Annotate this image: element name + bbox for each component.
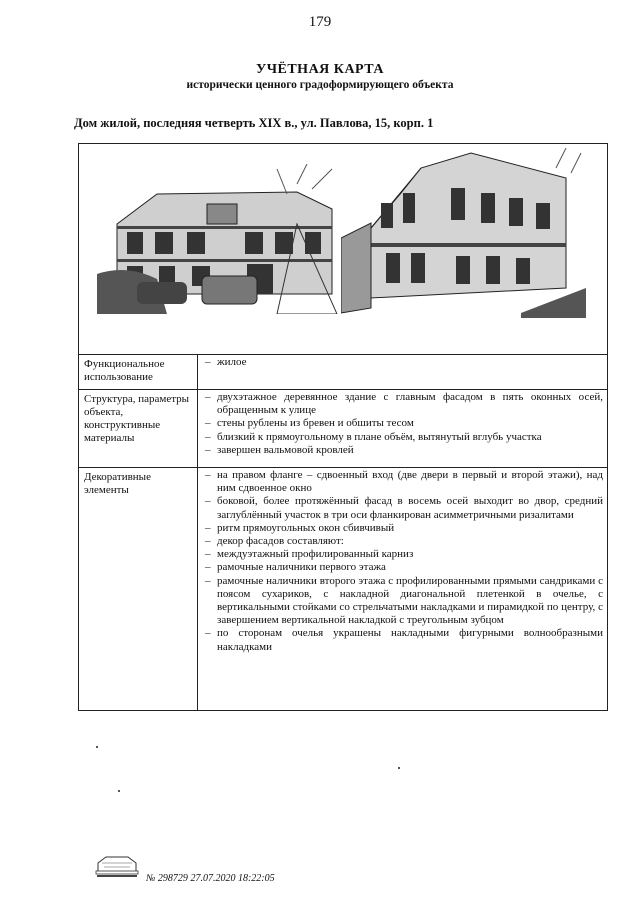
photo-row — [79, 144, 607, 355]
row-functional-use — [79, 354, 607, 390]
row-structure — [79, 389, 607, 468]
row-content — [203, 391, 603, 457]
card-title: УЧЁТНАЯ КАРТА — [255, 62, 385, 77]
column-divider — [197, 389, 198, 467]
list-item: – близкий к прямоугольному в плане объём, вытянутый вглубь участка — [203, 431, 603, 444]
list-item: – декор фасадов составляют: — [203, 535, 603, 548]
registration-card-table — [78, 143, 608, 711]
scan-speck — [118, 790, 120, 792]
row-content — [203, 469, 603, 654]
list-item: – жилое — [203, 356, 603, 369]
page-number: 179 — [308, 14, 332, 30]
list-item: – завершен вальмовой кровлей — [203, 444, 603, 457]
document-datetime: 27.07.2020 18:22:05 — [190, 873, 275, 884]
list-item: – рамочные наличники первого этажа — [203, 561, 603, 574]
list-item: – ритм прямоугольных окон сбивчивый — [203, 522, 603, 535]
row-decorative-elements — [79, 467, 607, 710]
row-label: Функциональное использование — [84, 358, 165, 383]
object-name: Дом жилой, последняя четверть XIX в., ул. Павлова, 15, корп. 1 — [74, 116, 434, 130]
card-subtitle: исторически ценного градоформирующего объекта — [186, 79, 454, 91]
row-content — [203, 356, 603, 369]
list-item: – боковой, более протяжённый фасад в восемь осей выходит во двор, средний заглублённый участок в три оси фланкирован асимметричными ризалитами — [203, 495, 603, 521]
list-item: – по сторонам очелья украшены накладными фигурными волнообразными накладками — [203, 627, 603, 653]
building-photo-side — [341, 148, 586, 318]
row-label: Декоративные элементы — [84, 471, 151, 496]
list-item: – двухэтажное деревянное здание с главным фасадом в пять оконных осей, обращенным к улице — [203, 391, 603, 417]
list-item: – рамочные наличники второго этажа с профилированными прямыми сандриками с поясом сухариков, с накладной диагональной плетенкой в очелье, с вертикальными стойками со стрельчатыми накладками и пирамидкой по центру, с завершением вертикальной накладкой с треугольным зубцом — [203, 575, 603, 628]
document-number: № 298729 — [146, 873, 188, 884]
column-divider — [197, 354, 198, 389]
document-footer — [146, 873, 275, 884]
scan-speck — [398, 767, 400, 769]
row-label: Структура, параметры объекта, конструктивные материалы — [84, 393, 190, 444]
list-item: – стены рублены из бревен и обшиты тесом — [203, 417, 603, 430]
list-item: – на правом фланге – сдвоенный вход (две двери в первый и второй этажи), над ним сдвоенное окно — [203, 469, 603, 495]
list-item: – междуэтажный профилированный карниз — [203, 548, 603, 561]
column-divider — [197, 467, 198, 710]
scan-speck — [96, 746, 98, 748]
electronic-signature-stamp-icon — [94, 853, 140, 879]
building-photo-front — [97, 164, 347, 314]
